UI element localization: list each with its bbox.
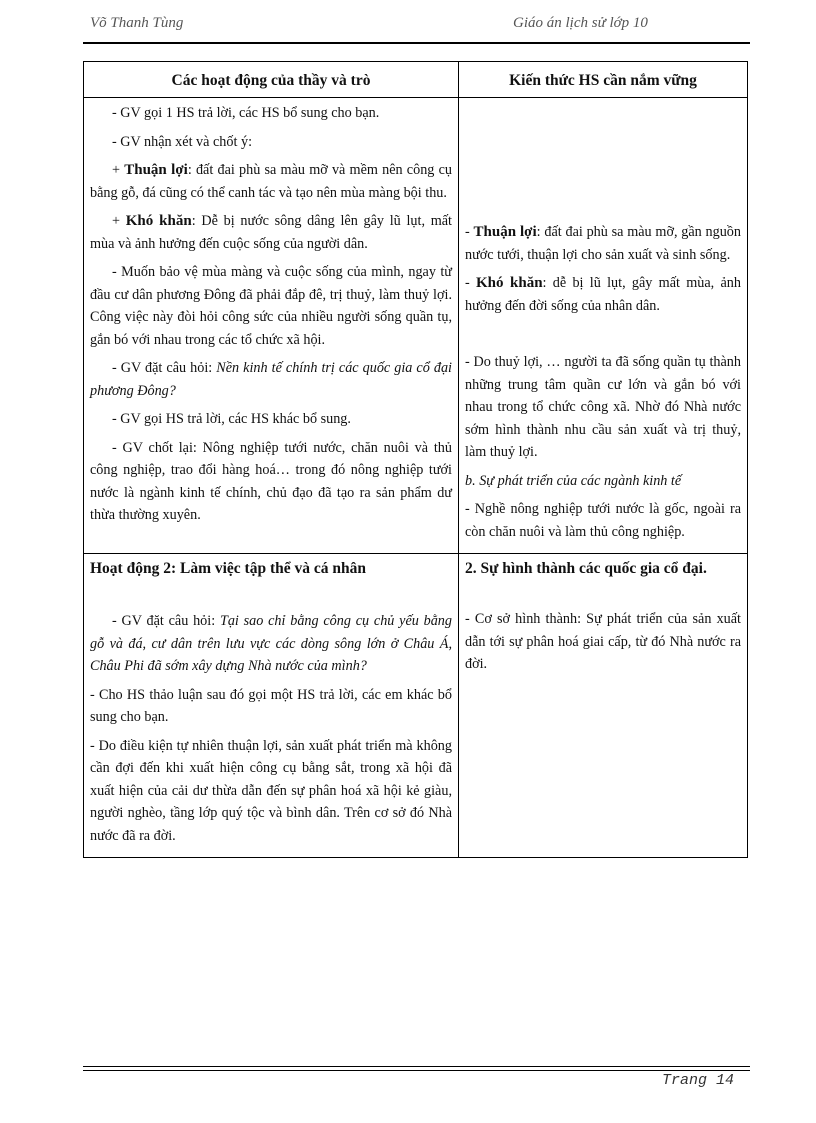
- col2-title: Kiến thức HS cần nắm vững: [459, 62, 748, 98]
- row1-left-p4: + Khó khăn: Dễ bị nước sông dâng lên gây lũ lụt, mất mùa và ảnh hưởng đến cuộc sống của người dân.: [90, 213, 452, 252]
- header-rule: [83, 42, 750, 44]
- row1-right-p2: - Khó khăn: dễ bị lũ lụt, gây mất mùa, ảnh hưởng đến đời sống của nhân dân.: [465, 275, 741, 314]
- page-number: Trang 14: [662, 1072, 735, 1089]
- row2-left-cell: [84, 554, 459, 858]
- table-row: [84, 554, 748, 858]
- header-author: Võ Thanh Tùng: [90, 15, 184, 31]
- row1-right-p5: - Nghề nông nghiệp tưới nước là gốc, ngoài ra còn chăn nuôi và làm thủ công nghiệp.: [465, 501, 741, 540]
- row2-left-spacer: [90, 586, 452, 610]
- table-row: [84, 98, 748, 554]
- row1-left-cell: [84, 98, 459, 554]
- row1-right-spacer-2: [465, 323, 741, 351]
- row1-left-p7: - GV gọi HS trả lời, các HS khác bổ sung.: [112, 411, 351, 427]
- table-header-row: [84, 62, 748, 98]
- row1-right-p4: b. Sự phát triển của các ngành kinh tế: [465, 472, 682, 489]
- header-subject: Giáo án lịch sử lớp 10: [513, 15, 648, 31]
- row2-left-p2: - Cho HS thảo luận sau đó gọi một HS trả lời, các em khác bổ sung cho bạn.: [90, 686, 452, 725]
- row1-right-spacer: [465, 102, 741, 221]
- row2-left-p3: - Do điều kiện tự nhiên thuận lợi, sản xuất phát triển mà không cần đợi đến khi xuất hiện công cụ bằng sắt, trong xã hội đã xuất hiện của cải dư thừa dẫn đến sự phân hoá xã hội kẻ giàu, người nghèo, tầng lớp quý tộc và bình dân. Trên cơ sở đó Nhà nước đã ra đời.: [90, 737, 452, 844]
- row1-right-cell: [459, 98, 748, 554]
- footer-rule-inner: [83, 1070, 750, 1071]
- row2-right-cell: [459, 554, 748, 858]
- row1-left-p5: - Muốn bảo vệ mùa màng và cuộc sống của mình, ngay từ đầu cư dân phương Đông đã phải đắp đê, trị thuỷ, làm thuỷ lợi. Công việc này đòi hỏi công sức của nhiều người sống quần tụ, gắn bó với nhau trong các tổ chức xã hội.: [90, 264, 452, 348]
- col1-title: Các hoạt động của thầy và trò: [84, 62, 459, 98]
- row1-left-p8: - GV chốt lại: Nông nghiệp tưới nước, chăn nuôi và thủ công nghiệp, trao đổi hàng hoá… trong đó nông nghiệp tưới nước là ngành kinh tế chính, chủ đạo đã tạo ra sản phẩm dư thừa thường xuyên.: [90, 439, 452, 523]
- footer-rule: [83, 1066, 750, 1067]
- row2-right-p1: - Cơ sở hình thành: Sự phát triển của sản xuất dẫn tới sự phân hoá giai cấp, từ đó Nhà nước ra đời.: [465, 611, 741, 672]
- row2-right-heading: 2. Sự hình thành các quốc gia cổ đại.: [465, 560, 707, 577]
- row1-right-p3: - Do thuỷ lợi, … người ta đã sống quần tụ thành những trung tâm quần cư lớn và gắn bó với nhau trong tổ chức công xã. Nhờ đó Nhà nước sớm hình thành nhu cầu sản xuất và trị thuỷ, làm thuỷ lợi.: [465, 354, 741, 460]
- row2-left-heading: Hoạt động 2: Làm việc tập thể và cá nhân: [90, 560, 366, 577]
- row1-left-p6: - GV đặt câu hỏi: Nền kinh tế chính trị các quốc gia cổ đại phương Đông?: [90, 360, 452, 399]
- lesson-table: [83, 61, 748, 858]
- row2-right-spacer: [465, 586, 741, 608]
- row2-left-p1: - GV đặt câu hỏi: Tại sao chỉ bằng công cụ chủ yếu bằng gỗ và đá, cư dân trên lưu vực các dòng sông lớn ở Châu Á, Châu Phi đã sớm xây dựng Nhà nước của mình?: [90, 613, 452, 674]
- row1-left-p1: - GV gọi 1 HS trả lời, các HS bổ sung cho bạn.: [112, 105, 380, 121]
- row1-right-p1: - Thuận lợi: đất đai phù sa màu mỡ, gần nguồn nước tưới, thuận lợi cho sản xuất và sinh sống.: [465, 224, 741, 263]
- row1-left-p3: + Thuận lợi: đất đai phù sa màu mỡ và mềm nên công cụ bằng gỗ, đá cũng có thể canh tác và tạo nên mùa màng bội thu.: [90, 162, 452, 201]
- row1-left-p2: - GV nhận xét và chốt ý:: [112, 133, 253, 150]
